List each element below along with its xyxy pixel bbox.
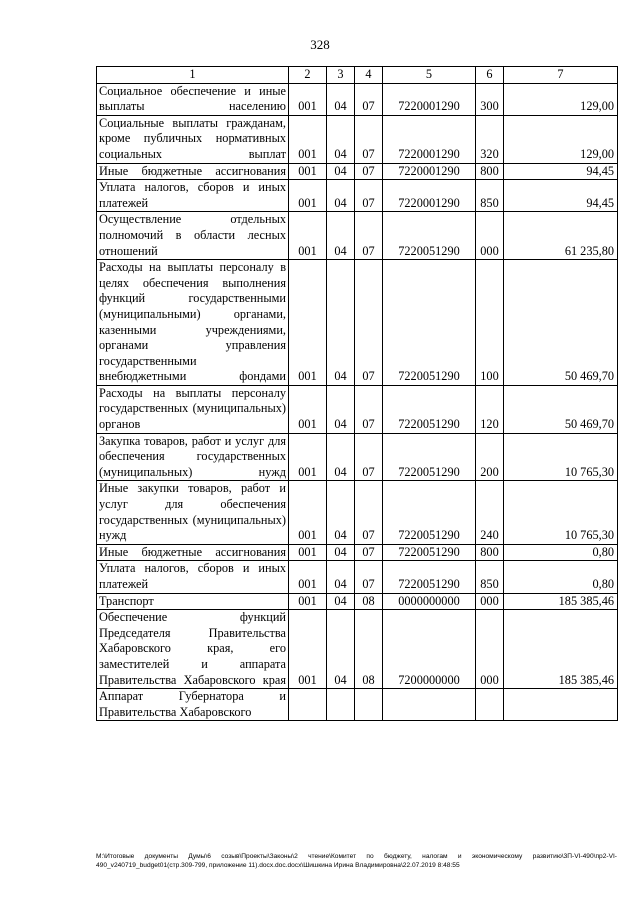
document-path-footer: M:\Итоговые документы Думы\6 созыв\Проекты\Законы\2 чтение\Комитет по бюджету, налогам и экономическому развитию\3П-VI-490\пр2-VI-490_v240719_budget01(стр.309-799, приложение 11).docx.doc.docx\Шишкина Ирина Владимировна\22.07.2019 8:48:55: [96, 853, 617, 869]
ministry-code-cell: 001: [289, 260, 327, 386]
column-header: 4: [355, 67, 383, 84]
table-row: [97, 481, 618, 544]
table-row: [97, 115, 618, 163]
row-name-cell: Иные бюджетные ассигнования: [97, 544, 289, 561]
target-article-cell: 7220051290: [383, 561, 476, 593]
table-row: [97, 385, 618, 433]
row-name-cell: Уплата налогов, сборов и иных платежей: [97, 180, 289, 212]
target-article-cell: 7200000000: [383, 610, 476, 689]
section-code-cell: [327, 689, 355, 721]
target-article-cell: 7220051290: [383, 212, 476, 260]
section-code-cell: 04: [327, 115, 355, 163]
ministry-code-cell: 001: [289, 180, 327, 212]
table-row: [97, 561, 618, 593]
subsection-code-cell: [355, 689, 383, 721]
table-row: [97, 593, 618, 610]
amount-cell: 94,45: [504, 163, 618, 180]
section-code-cell: 04: [327, 610, 355, 689]
column-header: 5: [383, 67, 476, 84]
row-name-cell: Иные бюджетные ассигнования: [97, 163, 289, 180]
column-header: 7: [504, 67, 618, 84]
target-article-cell: 7220051290: [383, 433, 476, 481]
expense-type-cell: 000: [476, 593, 504, 610]
expense-type-cell: 200: [476, 433, 504, 481]
subsection-code-cell: 07: [355, 83, 383, 115]
expense-type-cell: 120: [476, 385, 504, 433]
target-article-cell: 7220001290: [383, 180, 476, 212]
row-name-cell: Обеспечение функций Председателя Правительства Хабаровского края, его заместителей и аппарата Правительства Хабаровского края: [97, 610, 289, 689]
subsection-code-cell: 07: [355, 481, 383, 544]
section-code-cell: 04: [327, 83, 355, 115]
column-header: 3: [327, 67, 355, 84]
subsection-code-cell: 08: [355, 593, 383, 610]
expense-type-cell: 240: [476, 481, 504, 544]
ministry-code-cell: 001: [289, 481, 327, 544]
subsection-code-cell: 07: [355, 561, 383, 593]
subsection-code-cell: 07: [355, 115, 383, 163]
row-name-cell: Иные закупки товаров, работ и услуг для обеспечения государственных (муниципальных) нужд: [97, 481, 289, 544]
table-row: [97, 433, 618, 481]
column-header: 6: [476, 67, 504, 84]
section-code-cell: 04: [327, 385, 355, 433]
subsection-code-cell: 07: [355, 260, 383, 386]
target-article-cell: 7220001290: [383, 83, 476, 115]
ministry-code-cell: 001: [289, 593, 327, 610]
table-row: [97, 260, 618, 386]
amount-cell: 10 765,30: [504, 481, 618, 544]
table-row: [97, 689, 618, 721]
table-row: [97, 180, 618, 212]
subsection-code-cell: 07: [355, 385, 383, 433]
amount-cell: 61 235,80: [504, 212, 618, 260]
amount-cell: [504, 689, 618, 721]
ministry-code-cell: 001: [289, 163, 327, 180]
row-name-cell: Осуществление отдельных полномочий в области лесных отношений: [97, 212, 289, 260]
section-code-cell: 04: [327, 544, 355, 561]
expense-type-cell: 000: [476, 610, 504, 689]
target-article-cell: 7220051290: [383, 481, 476, 544]
column-header: 2: [289, 67, 327, 84]
subsection-code-cell: 07: [355, 180, 383, 212]
table-row: [97, 163, 618, 180]
target-article-cell: 7220051290: [383, 385, 476, 433]
row-name-cell: Закупка товаров, работ и услуг для обеспечения государственных (муниципальных) нужд: [97, 433, 289, 481]
table-row: [97, 212, 618, 260]
amount-cell: 0,80: [504, 544, 618, 561]
expense-type-cell: 000: [476, 212, 504, 260]
subsection-code-cell: 07: [355, 212, 383, 260]
section-code-cell: 04: [327, 481, 355, 544]
section-code-cell: 04: [327, 260, 355, 386]
expense-type-cell: 800: [476, 544, 504, 561]
row-name-cell: Социальное обеспечение и иные выплаты населению: [97, 83, 289, 115]
section-code-cell: 04: [327, 593, 355, 610]
subsection-code-cell: 07: [355, 163, 383, 180]
ministry-code-cell: 001: [289, 212, 327, 260]
subsection-code-cell: 07: [355, 433, 383, 481]
ministry-code-cell: 001: [289, 610, 327, 689]
expense-type-cell: 850: [476, 180, 504, 212]
row-name-cell: Социальные выплаты гражданам, кроме публичных нормативных социальных выплат: [97, 115, 289, 163]
amount-cell: 50 469,70: [504, 260, 618, 386]
page-number: 328: [310, 37, 330, 52]
amount-cell: 129,00: [504, 83, 618, 115]
expense-type-cell: 320: [476, 115, 504, 163]
table-row: [97, 544, 618, 561]
budget-table: [96, 66, 618, 721]
ministry-code-cell: 001: [289, 561, 327, 593]
target-article-cell: [383, 689, 476, 721]
section-code-cell: 04: [327, 163, 355, 180]
ministry-code-cell: 001: [289, 385, 327, 433]
amount-cell: 50 469,70: [504, 385, 618, 433]
row-name-cell: Расходы на выплаты персоналу государственных (муниципальных) органов: [97, 385, 289, 433]
table-row: [97, 83, 618, 115]
amount-cell: 0,80: [504, 561, 618, 593]
row-name-cell: Расходы на выплаты персоналу в целях обеспечения выполнения функций государственными (муниципальными) органами, казенными учреждениями, органами управления государственными внебюджетными фондами: [97, 260, 289, 386]
target-article-cell: 7220001290: [383, 163, 476, 180]
section-code-cell: 04: [327, 433, 355, 481]
column-header: 1: [97, 67, 289, 84]
section-code-cell: 04: [327, 180, 355, 212]
section-code-cell: 04: [327, 561, 355, 593]
amount-cell: 129,00: [504, 115, 618, 163]
amount-cell: 10 765,30: [504, 433, 618, 481]
amount-cell: 185 385,46: [504, 593, 618, 610]
amount-cell: 185 385,46: [504, 610, 618, 689]
amount-cell: 94,45: [504, 180, 618, 212]
ministry-code-cell: 001: [289, 544, 327, 561]
row-name-cell: Транспорт: [97, 593, 289, 610]
column-number-row: [97, 67, 618, 84]
table-row: [97, 610, 618, 689]
expense-type-cell: 800: [476, 163, 504, 180]
section-code-cell: 04: [327, 212, 355, 260]
target-article-cell: 7220001290: [383, 115, 476, 163]
ministry-code-cell: 001: [289, 115, 327, 163]
expense-type-cell: [476, 689, 504, 721]
target-article-cell: 7220051290: [383, 544, 476, 561]
expense-type-cell: 300: [476, 83, 504, 115]
expense-type-cell: 850: [476, 561, 504, 593]
ministry-code-cell: [289, 689, 327, 721]
subsection-code-cell: 07: [355, 544, 383, 561]
subsection-code-cell: 08: [355, 610, 383, 689]
ministry-code-cell: 001: [289, 433, 327, 481]
row-name-cell: Аппарат Губернатора и Правительства Хабаровского: [97, 689, 289, 721]
row-name-cell: Уплата налогов, сборов и иных платежей: [97, 561, 289, 593]
target-article-cell: 0000000000: [383, 593, 476, 610]
target-article-cell: 7220051290: [383, 260, 476, 386]
ministry-code-cell: 001: [289, 83, 327, 115]
expense-type-cell: 100: [476, 260, 504, 386]
